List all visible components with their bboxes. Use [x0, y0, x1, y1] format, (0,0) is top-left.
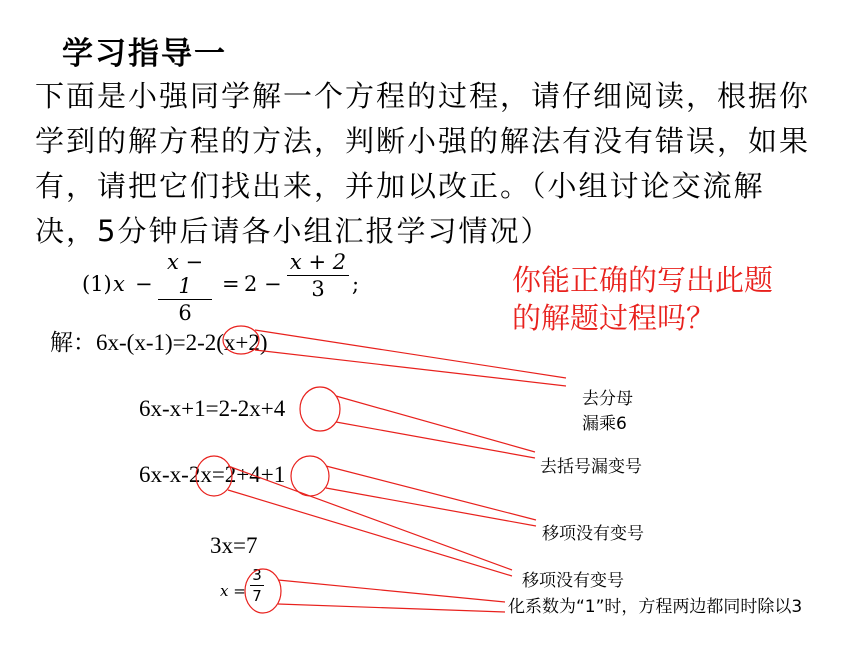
- fraction-1-denominator: 6: [178, 301, 192, 325]
- connector-3: [228, 466, 512, 576]
- fraction-2-numerator: x + 2: [289, 250, 347, 274]
- note-1-line-2: 漏乘6: [582, 414, 627, 434]
- solution-step-2: 6x-x+1=2-2x+4: [139, 396, 286, 421]
- note-3: 移项没有变号: [542, 524, 644, 544]
- fraction-2-denominator: 3: [311, 277, 325, 301]
- error-circle-3: [196, 456, 232, 496]
- equation-minus-2: −: [264, 272, 282, 296]
- solution-step-4: 3x=7: [210, 533, 258, 558]
- question-prompt: 你能正确的写出此题的解题过程吗？: [512, 263, 774, 335]
- connector-2: [336, 396, 535, 458]
- error-circle-5: [245, 569, 281, 613]
- error-circle-4: [291, 456, 329, 496]
- error-circle-2: [300, 387, 340, 431]
- note-1-line-1: 去分母: [582, 389, 633, 409]
- equation-x: x: [113, 272, 125, 296]
- step-5-numerator: 3: [252, 566, 262, 584]
- note-2: 去括号漏变号: [540, 457, 642, 477]
- note-4: 移项没有变号: [522, 571, 624, 591]
- step-5-denominator: 7: [252, 587, 262, 605]
- equation-two: 2: [244, 272, 258, 296]
- connector-4: [326, 466, 536, 526]
- equation-prefix: (1): [82, 272, 112, 296]
- solution-step-3: 6x-x-2x=2+4+1: [139, 462, 286, 487]
- equation-equals: =: [222, 272, 240, 296]
- fraction-1-numerator: x − 1: [166, 250, 204, 298]
- connector-5: [278, 580, 505, 612]
- solution-step-1: 解：6x-(x-1)=2-2(x+2): [50, 330, 268, 355]
- intro-paragraph: 下面是小强同学解一个方程的过程，请仔细阅读，根据你学到的解方程的方法，判断小强的解法有没有错误，如果有，请把它们找出来，并加以改正。（小组讨论交流解决，5分钟后请各小组汇报学习情况）: [35, 79, 811, 248]
- connector-1: [255, 330, 566, 386]
- error-circle-1: [223, 326, 259, 354]
- equation-semicolon: ;: [352, 272, 360, 296]
- equation-minus: −: [135, 272, 153, 296]
- note-5: 化系数为“1”时，方程两边都同时除以3: [508, 597, 803, 617]
- page-title: 学习指导一: [62, 36, 227, 72]
- step-5-var: x =: [220, 582, 246, 600]
